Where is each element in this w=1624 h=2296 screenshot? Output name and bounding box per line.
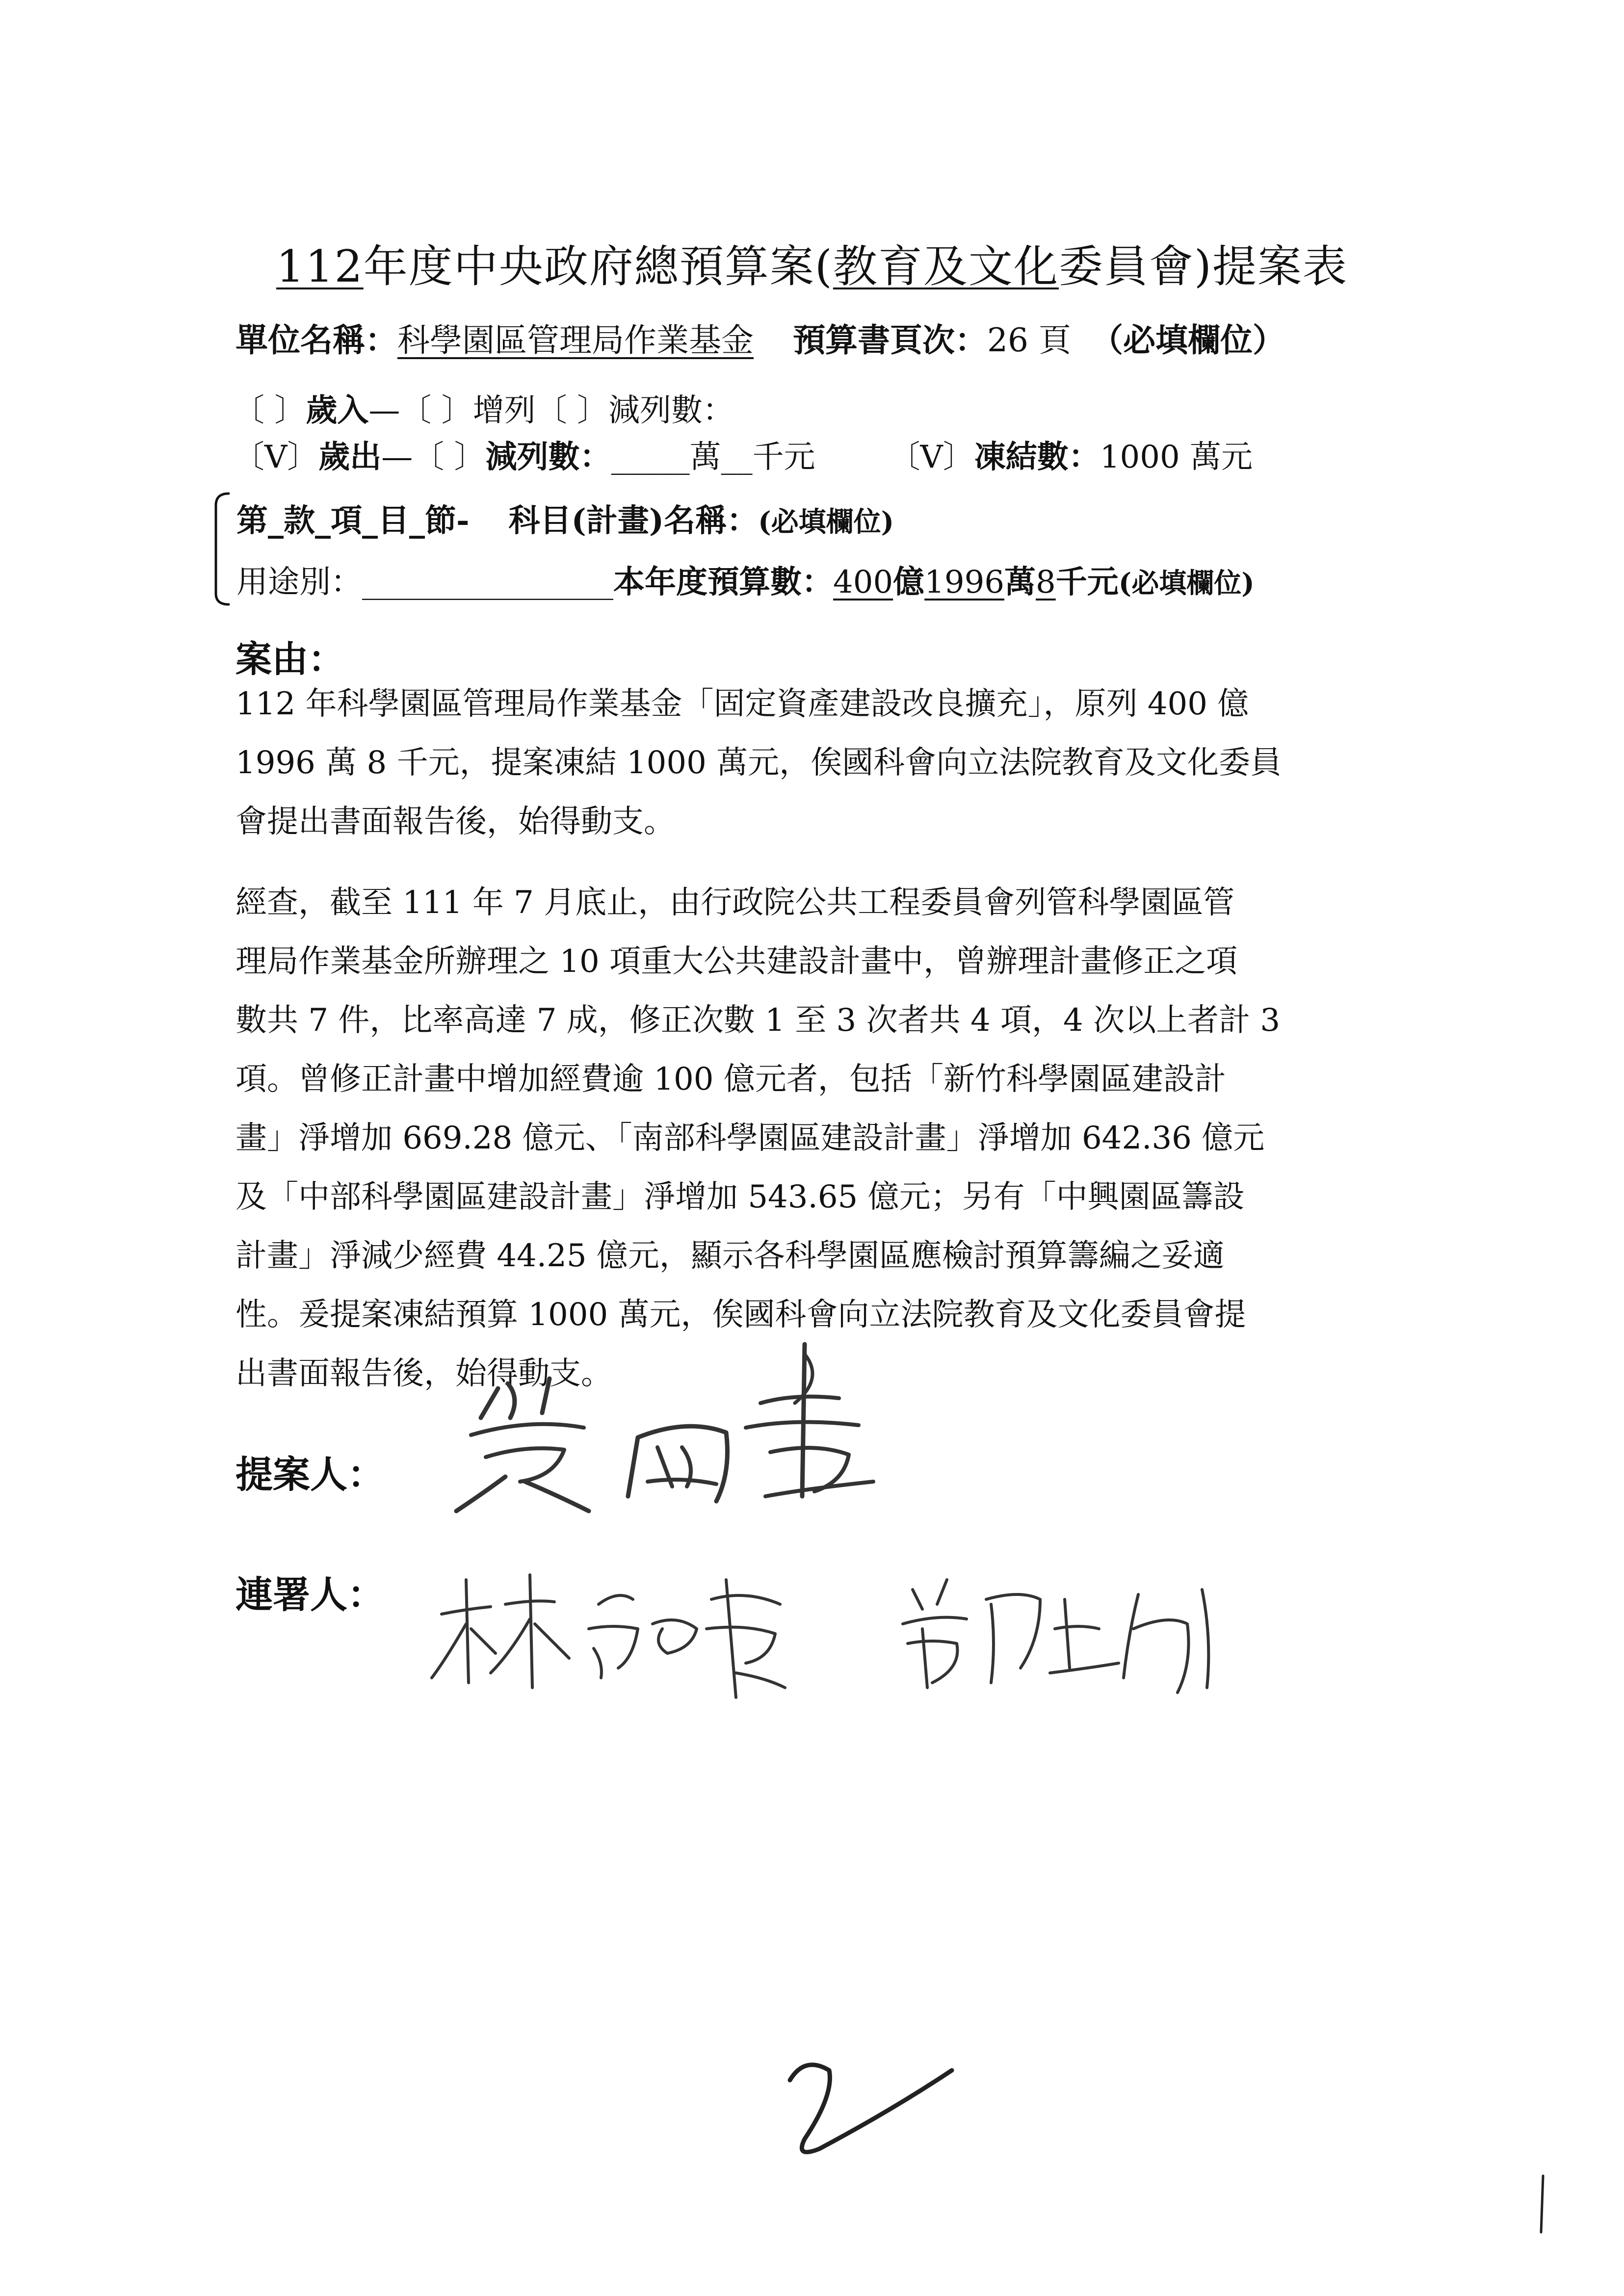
paragraph-line: 項。曾修正計畫中增加經費逾 100 億元者，包括「新竹科學園區建設計 — [236, 1061, 1226, 1097]
title-year: 112 — [276, 241, 364, 292]
cosigner-signature-2-image — [893, 1570, 1246, 1697]
page-value: 26 頁 — [987, 321, 1071, 359]
unit-label: 單位名稱： — [236, 321, 397, 359]
budget-wan: 萬 — [1004, 564, 1036, 600]
subject-line-1 — [236, 496, 894, 541]
expenditure-blank2: __ — [721, 439, 753, 475]
revenue-decrease-label: 減列數： — [608, 392, 734, 429]
page-title — [0, 231, 1624, 294]
subject-line-2 — [236, 557, 1255, 602]
unit-required: （必填欄位） — [1090, 321, 1285, 359]
subject-required: (必填欄位) — [758, 506, 894, 538]
page-label: 預算書頁次： — [793, 321, 987, 359]
revenue-increase-box: 〔 〕 — [400, 392, 473, 429]
expenditure-checkbox: 〔V〕 — [233, 439, 319, 475]
paragraph-line: 及「中部科學園區建設計畫」淨增加 543.65 億元；另有「中興園區籌設 — [236, 1179, 1245, 1215]
expenditure-line — [233, 432, 1253, 477]
budget-label: 本年度預算數： — [613, 564, 833, 600]
budget-qian-yuan: 千元 — [1055, 564, 1119, 600]
budget-qian-value: 8 — [1036, 564, 1056, 600]
proposer-signature-image — [451, 1334, 913, 1521]
freeze-checkbox: 〔V〕 — [889, 439, 974, 475]
proposer-label: 提案人： — [236, 1453, 385, 1496]
paragraph-line: 1996 萬 8 千元，提案凍結 1000 萬元，俟國科會向立法院教育及文化委員 — [236, 745, 1282, 781]
revenue-dash: — — [368, 392, 400, 429]
reason-paragraph-2 — [236, 873, 1442, 1403]
subject-name-label: 科目(計畫)名稱： — [508, 502, 759, 539]
reason-paragraph-1 — [236, 675, 1442, 851]
paragraph-line: 112 年科學園區管理局作業基金「固定資產建設改良擴充」，原列 400 億 — [236, 686, 1249, 722]
expenditure-dash: — — [381, 439, 413, 475]
paragraph-line: 畫」淨增加 669.28 億元、「南部科學園區建設計畫」淨增加 642.36 億元 — [236, 1120, 1265, 1156]
freeze-label: 凍結數： — [974, 439, 1100, 475]
reason-heading: 案由： — [236, 638, 344, 680]
title-committee: 教育及文化 — [833, 241, 1059, 292]
expenditure-decrease-box: 〔 〕 — [413, 439, 486, 475]
revenue-label: 歲入 — [306, 392, 369, 429]
expenditure-wan: 萬 — [689, 439, 721, 475]
use-blank: ________________ — [362, 564, 613, 600]
title-part1: 年度中央政府總預算案( — [363, 241, 833, 292]
paragraph-line: 計畫」淨減少經費 44.25 億元，顯示各科學園區應檢討預算籌編之妥適 — [236, 1238, 1225, 1274]
budget-yi-value: 400 — [833, 564, 893, 600]
revenue-line — [233, 385, 734, 430]
unit-line — [236, 314, 1285, 361]
revenue-increase-label: 增列 — [472, 392, 536, 429]
revenue-checkbox: 〔 〕 — [233, 392, 306, 429]
use-label: 用途別： — [236, 564, 362, 600]
edge-mark — [1538, 2173, 1548, 2237]
paragraph-line: 數共 7 件，比率高達 7 成，修正次數 1 至 3 次者共 4 項，4 次以上者計 3 — [236, 1002, 1281, 1039]
expenditure-qian-yuan: 千元 — [752, 439, 815, 475]
expenditure-label: 歲出 — [318, 439, 382, 475]
budget-yi: 億 — [893, 564, 925, 600]
freeze-value: 1000 萬元 — [1100, 439, 1253, 475]
revenue-decrease-box: 〔 〕 — [535, 392, 609, 429]
paragraph-line: 會提出書面報告後，始得動支。 — [236, 804, 675, 840]
title-part2: 委員會)提案表 — [1058, 241, 1348, 292]
cosigner-label: 連署人： — [236, 1573, 385, 1617]
budget-wan-value: 1996 — [924, 564, 1005, 600]
paragraph-line: 理局作業基金所辦理之 10 項重大公共建設計畫中，曾辦理計畫修正之項 — [236, 943, 1238, 980]
paragraph-line: 經查，截至 111 年 7 月底止，由行政院公共工程委員會列管科學園區管 — [236, 885, 1235, 921]
expenditure-decrease-label: 減列數： — [485, 439, 611, 475]
subject-bracket — [211, 491, 231, 608]
subject-section: 第_款_項_目_節- — [236, 502, 470, 539]
expenditure-blank1: _____ — [611, 439, 690, 475]
paragraph-line: 出書面報告後，始得動支。 — [236, 1356, 612, 1392]
unit-value: 科學園區管理局作業基金 — [397, 321, 754, 359]
paragraph-line: 性。爰提案凍結預算 1000 萬元，俟國科會向立法院教育及文化委員會提 — [236, 1297, 1246, 1333]
cosigner-signature-1-image — [432, 1560, 873, 1707]
budget-required: (必填欄位) — [1118, 567, 1255, 600]
page-number-mark — [775, 2051, 971, 2168]
